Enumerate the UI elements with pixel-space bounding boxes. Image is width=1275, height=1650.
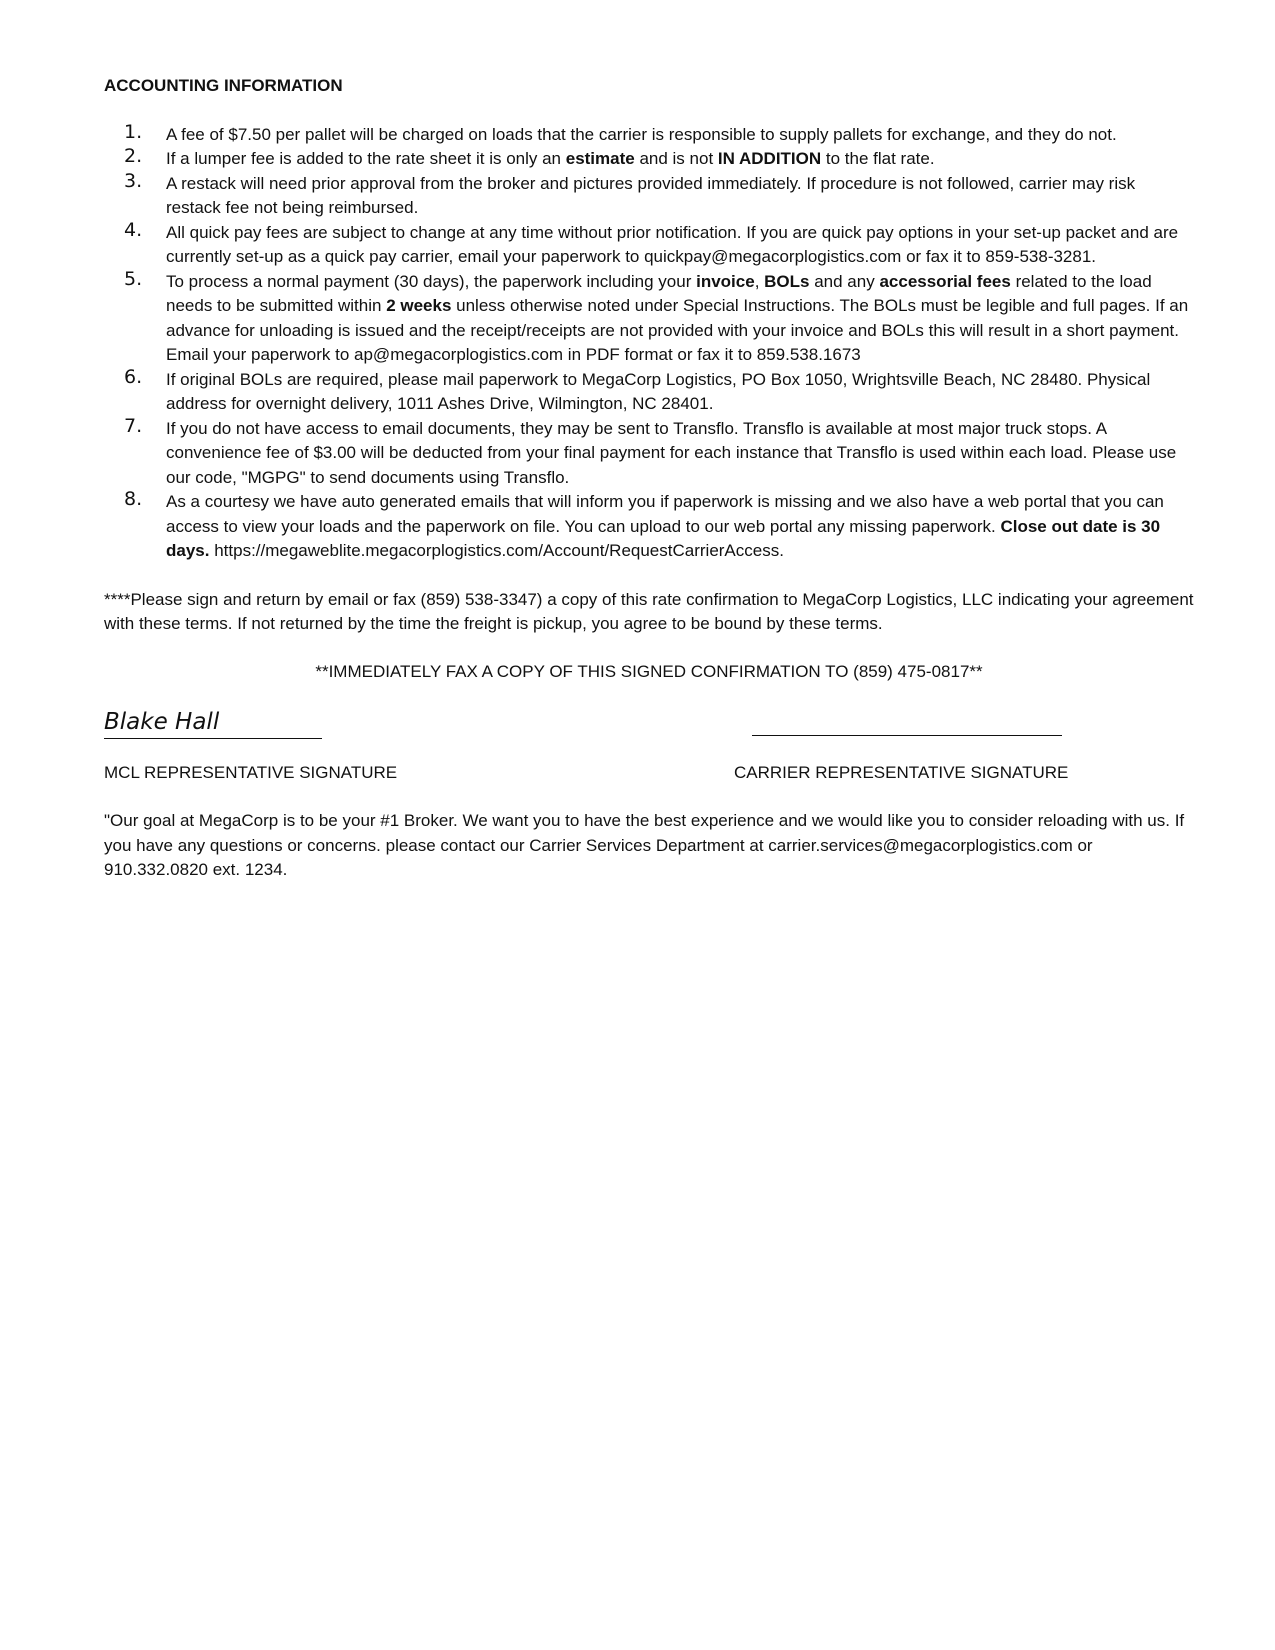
fax-notice: **IMMEDIATELY FAX A COPY OF THIS SIGNED CONFIRMATION TO (859) 475-0817** xyxy=(315,661,983,681)
term-number: 4. xyxy=(124,218,143,241)
term-item xyxy=(104,490,1194,564)
document-page xyxy=(104,74,1194,883)
closing-message: "Our goal at MegaCorp is to be your #1 Broker. We want you to have the best experience and we would like you to consider reloading with us. If you have any questions or concerns. please contact our Carrier Services Department at carrier.services@megacorplogistics.com or 910.332.0820 ext. 1234. xyxy=(104,811,1185,879)
term-text: and is not xyxy=(634,149,718,168)
term-text: If original BOLs are required, please mail paperwork to MegaCorp Logistics, PO Box 1050, Wrightsville Beach, NC 28480. Physical address for overnight delivery, 1011 Ashes Drive, Wilmington, NC 28401. xyxy=(166,369,1151,413)
section-heading: ACCOUNTING INFORMATION xyxy=(104,76,343,95)
term-number: 3. xyxy=(124,169,143,192)
term-emphasis: estimate xyxy=(565,149,635,168)
term-text: related to the load needs to be submitted within xyxy=(166,271,1152,315)
term-emphasis: invoice xyxy=(696,271,755,291)
term-text: To process a normal payment (30 days), the paperwork including your xyxy=(166,271,697,291)
term-text: https://megaweblite.megacorplogistics.com/Account/RequestCarrierAccess. xyxy=(209,541,784,560)
term-item xyxy=(104,169,1194,221)
term-item xyxy=(104,218,1194,270)
term-text: If a lumper fee is added to the rate sheet it is only an xyxy=(166,149,566,168)
term-item xyxy=(104,147,1194,172)
term-item xyxy=(104,120,1194,148)
term-text: to the flat rate. xyxy=(821,149,935,168)
term-text: If you do not have access to email documents, they may be sent to Transflo. Transflo is available at most major truck stops. A convenience fee of $3.00 will be deducted from your final payment for each instance that Transflo is used within each load. Please use our code, "MGPG" to send documents using Transflo. xyxy=(166,418,1177,487)
term-number: 8. xyxy=(124,488,143,510)
term-item xyxy=(104,267,1194,368)
term-emphasis: 2 weeks xyxy=(386,296,452,315)
term-emphasis: IN ADDITION xyxy=(717,149,822,168)
term-text: unless otherwise noted under Special Instructions. The BOLs must be legible and full pages. If an advance for unloading is issued and the receipt/receipts are not provided with your invoice and BOLs this will result in a short payment. Email your paperwork to ap@megacorplogistics.com in PDF format or fax it to 859.538.1673 xyxy=(166,296,1189,364)
term-item xyxy=(104,414,1194,491)
term-text: A fee of $7.50 per pallet will be charged on loads that the carrier is responsible to supply pallets for exchange, and they do not. xyxy=(166,124,1117,144)
term-item xyxy=(104,365,1194,417)
term-number: 5. xyxy=(124,267,143,290)
mcl-signature-label: MCL REPRESENTATIVE SIGNATURE xyxy=(104,763,398,782)
signature-row xyxy=(104,707,1194,747)
term-text: All quick pay fees are subject to change at any time without prior notification. If you are quick pay options in your set-up packet and are currently set-up as a quick pay carrier, email your paperwork to quickpay@megacorplogistics.com or fax it to 859-538-3281. xyxy=(166,222,1179,266)
signature-labels xyxy=(104,761,1194,785)
carrier-signature-line[interactable] xyxy=(752,735,1062,736)
term-number: 2. xyxy=(124,145,143,167)
term-emphasis: BOLs xyxy=(764,271,810,291)
term-number: 6. xyxy=(124,365,143,388)
return-notice: ****Please sign and return by email or fax (859) 538-3347) a copy of this rate confirmation to MegaCorp Logistics, LLC indicating your agreement with these terms. If not returned by the time the freight is pickup, you agree to be bound by these terms. xyxy=(104,589,1194,633)
term-text: , xyxy=(754,271,765,291)
term-emphasis: Close out date is 30 days. xyxy=(166,516,1161,560)
term-number: 7. xyxy=(124,414,143,437)
terms-list xyxy=(104,120,1194,564)
term-text: A restack will need prior approval from the broker and pictures provided immediately. If procedure is not followed, carrier may risk restack fee not being reimbursed. xyxy=(166,173,1136,217)
term-emphasis: accessorial fees xyxy=(879,271,1011,291)
term-text: As a courtesy we have auto generated emails that will inform you if paperwork is missing and we also have a web portal that you can access to view your loads and the paperwork on file. You can upload to our web portal any missing paperwork. xyxy=(166,492,1164,536)
term-number: 1. xyxy=(124,120,143,143)
term-text: and any xyxy=(809,271,880,291)
carrier-signature-label: CARRIER REPRESENTATIVE SIGNATURE xyxy=(734,763,1069,782)
mcl-signature: Blake Hall xyxy=(104,707,322,739)
